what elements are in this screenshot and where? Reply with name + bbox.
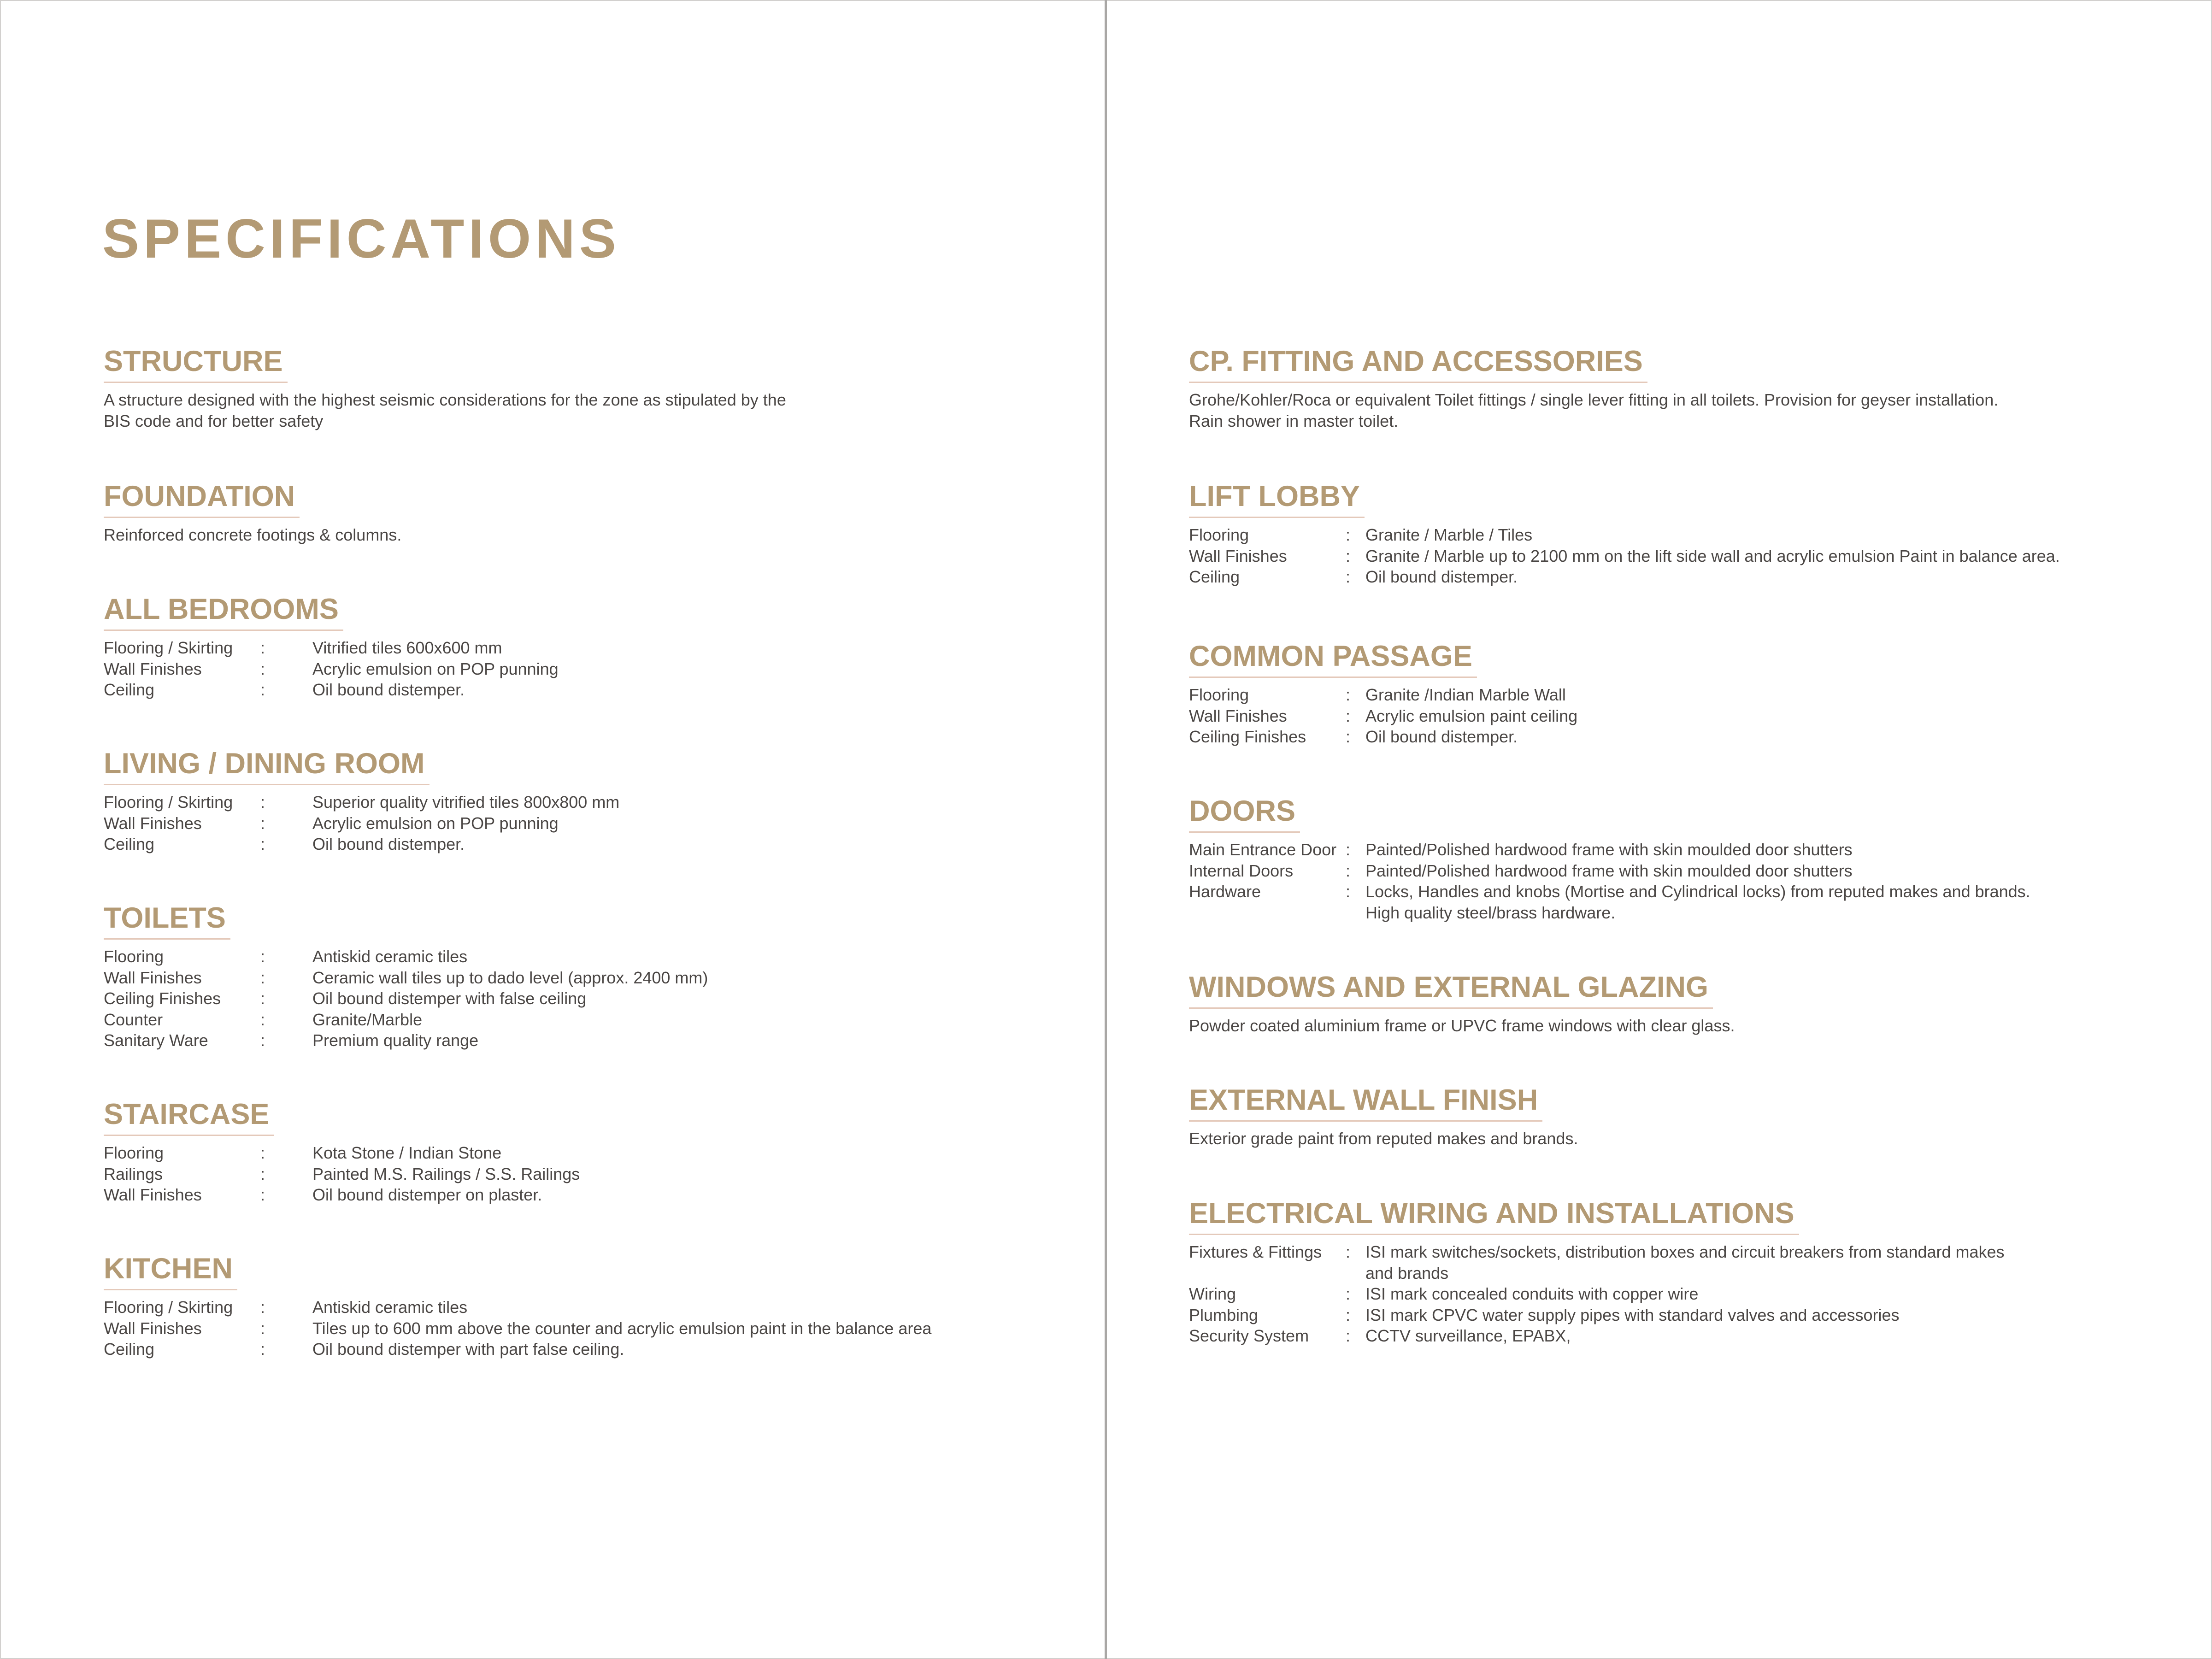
spec-value: Premium quality range [312,1031,479,1050]
spec-colon: : [260,1298,265,1317]
spec-row [104,946,708,967]
spec-list [1189,524,2060,588]
spec-label: Internal Doors [1189,861,1294,880]
section-heading: STRUCTURE [104,341,288,383]
spec-value: Granite/Marble [312,1010,423,1029]
spec-value: Superior quality vitrified tiles 800x800 mm [312,793,620,812]
spec-value: Oil bound distemper with part false ceiling. [312,1340,624,1359]
spec-row [104,1339,931,1360]
spec-colon: : [1346,685,1351,704]
spec-label: Railings [104,1164,163,1183]
spec-colon: : [260,659,265,678]
spec-value: Painted M.S. Railings / S.S. Railings [312,1164,580,1183]
spec-colon: : [260,1010,265,1029]
spec-colon: : [260,1164,265,1183]
spec-label: Wall Finishes [104,1185,202,1204]
spec-label: Wall Finishes [104,813,202,833]
spec-value: Oil bound distemper. [312,680,465,699]
section-electrical [1189,1193,2005,1347]
spec-colon: : [260,968,265,987]
spec-value: Kota Stone / Indian Stone [312,1143,502,1162]
section-heading: LIVING / DINING ROOM [104,743,429,785]
spec-colon: : [1346,546,1351,565]
spec-row [1189,566,2060,588]
spec-list [104,1297,931,1360]
spec-row [104,659,559,680]
spec-colon: : [260,680,265,699]
spec-label: Plumbing [1189,1305,1259,1324]
spec-label: Flooring [1189,525,1249,544]
spec-label: Ceiling [1189,567,1240,586]
spec-value: Locks, Handles and knobs (Mortise and Cylindrical locks) from reputed makes and brands. [1365,882,2030,901]
spec-label: Counter [104,1010,163,1029]
section-heading: EXTERNAL WALL FINISH [1189,1080,1542,1122]
spec-colon: : [1346,1305,1351,1324]
section-foundation [104,476,401,546]
spec-label: Main Entrance Door [1189,840,1337,859]
section-heading: KITCHEN [104,1248,237,1290]
section-heading: TOILETS [104,898,230,940]
spec-label: Sanitary Ware [104,1031,208,1050]
spec-row [104,1164,580,1185]
section-toilets [104,898,708,1051]
spec-row [104,792,619,813]
spec-row [104,967,708,988]
section-common-passage [1189,636,1577,747]
spec-row [104,1318,931,1339]
section-living-dining-room [104,743,619,855]
spec-row [1189,1241,2005,1263]
section-windows [1189,967,1735,1036]
spec-row [104,1030,708,1051]
spec-label: Wiring [1189,1284,1236,1303]
spec-value: Painted/Polished hardwood frame with skin moulded door shutters [1365,861,1853,880]
spec-row [104,637,559,659]
spec-row [1189,1283,2005,1305]
spec-row [104,1184,580,1206]
spec-label: Wall Finishes [104,659,202,678]
section-heading: LIFT LOBBY [1189,476,1365,518]
spec-label: Wall Finishes [104,968,202,987]
spec-list [104,1142,580,1206]
spec-value: Antiskid ceramic tiles [312,1298,468,1317]
page-title: SPECIFICATIONS [102,208,620,270]
spec-colon: : [260,835,265,853]
spec-label: Ceiling Finishes [104,989,221,1008]
spec-list [1189,1241,2005,1347]
spec-value: ISI mark CPVC water supply pipes with standard valves and accessories [1365,1305,1900,1324]
spec-colon: : [260,947,265,966]
text-line: Exterior grade paint from reputed makes and brands. [1189,1129,1578,1148]
spec-label: Flooring / Skirting [104,1298,233,1317]
spec-label: Flooring / Skirting [104,793,233,812]
spec-colon: : [1346,882,1351,901]
spec-colon: : [1346,1284,1351,1303]
section-heading: WINDOWS AND EXTERNAL GLAZING [1189,967,1713,1009]
spec-label: Ceiling [104,835,155,853]
spec-value: Acrylic emulsion on POP punning [312,813,559,833]
text-line: Powder coated aluminium frame or UPVC frame windows with clear glass. [1189,1016,1735,1035]
spec-row [1189,546,2060,567]
spec-list [104,946,708,1051]
spec-colon: : [1346,861,1351,880]
section-staircase [104,1094,580,1206]
spec-colon [1346,1263,1365,1284]
text-line: A structure designed with the highest seismic considerations for the zone as stipulated by the [104,390,786,409]
spec-value: ISI mark concealed conduits with copper wire [1365,1284,1699,1303]
spec-value: ISI mark switches/sockets, distribution boxes and circuit breakers from standard makes [1365,1242,2005,1261]
page-divider [1105,0,1107,1659]
spec-label: Wall Finishes [104,1318,202,1338]
spec-label [1189,902,1346,924]
spec-value: High quality steel/brass hardware. [1365,903,1616,922]
spec-row [1189,1263,2005,1284]
spec-value: Oil bound distemper with false ceiling [312,989,587,1008]
section-structure [104,341,786,432]
spec-row [104,1142,580,1164]
spec-label: Flooring [104,1143,164,1162]
spec-row [1189,860,2030,882]
spec-label: Fixtures & Fittings [1189,1242,1322,1261]
spec-colon: : [1346,567,1351,586]
spec-colon: : [1346,727,1351,746]
section-heading: DOORS [1189,791,1300,833]
spec-value: Acrylic emulsion paint ceiling [1365,706,1578,725]
spec-colon: : [260,1031,265,1050]
spec-value: Granite / Marble up to 2100 mm on the lift side wall and acrylic emulsion Paint in balance area. [1365,546,2060,565]
spec-row [104,988,708,1009]
spec-label: Ceiling [104,1340,155,1359]
spec-colon: : [1346,706,1351,725]
spec-value: Acrylic emulsion on POP punning [312,659,559,678]
spec-colon: : [260,1143,265,1162]
text-line: Reinforced concrete footings & columns. [104,525,402,544]
section-text [1189,389,1998,432]
spec-colon: : [260,793,265,812]
spec-colon: : [260,1185,265,1204]
section-kitchen [104,1248,931,1360]
section-text [1189,1128,1578,1149]
text-line: Grohe/Kohler/Roca or equivalent Toilet fittings / single lever fitting in all toilets. Provision for geyser installation. [1189,390,1999,409]
spec-colon: : [260,638,265,657]
spec-row [104,834,619,855]
spec-colon: : [260,989,265,1008]
spec-label: Wall Finishes [1189,546,1287,565]
spec-list [1189,839,2030,923]
spec-value: Oil bound distemper. [1365,727,1518,746]
text-line: BIS code and for better safety [104,412,324,430]
spec-row [1189,1325,2005,1347]
spec-value: Oil bound distemper on plaster. [312,1185,542,1204]
spec-row [1189,1305,2005,1326]
section-text [1189,1015,1735,1036]
spec-colon: : [1346,1326,1351,1345]
section-heading: STAIRCASE [104,1094,274,1136]
section-heading: FOUNDATION [104,476,300,518]
section-external-wall-finish [1189,1080,1578,1149]
spec-label: Ceiling Finishes [1189,727,1306,746]
spec-list [1189,684,1577,747]
spec-row [104,1297,931,1318]
spec-row [104,679,559,700]
spec-label: Flooring [104,947,164,966]
section-text [104,524,401,546]
spec-value: Ceramic wall tiles up to dado level (approx. 2400 mm) [312,968,708,987]
spec-label: Security System [1189,1326,1309,1345]
spec-value: CCTV surveillance, EPABX, [1365,1326,1571,1345]
spec-row [1189,524,2060,546]
spec-colon: : [1346,525,1351,544]
spec-row [104,1009,708,1030]
spec-label: Hardware [1189,882,1261,901]
spec-list [104,792,619,855]
spec-value: and brands [1365,1263,1449,1282]
section-doors [1189,791,2030,923]
spec-row [1189,839,2030,860]
spec-label: Flooring / Skirting [104,638,233,657]
spec-value: Oil bound distemper. [1365,567,1518,586]
spec-colon: : [260,1340,265,1359]
spec-colon: : [1346,840,1351,859]
spec-label: Ceiling [104,680,155,699]
section-all-bedrooms [104,589,559,700]
section-lift-lobby [1189,476,2060,588]
spec-row [1189,726,1577,747]
spec-value: Oil bound distemper. [312,835,465,853]
spec-row [1189,902,2030,924]
spec-colon: : [260,813,265,833]
spec-value: Antiskid ceramic tiles [312,947,468,966]
spec-label: Wall Finishes [1189,706,1287,725]
spec-colon [1346,902,1365,924]
section-heading: CP. FITTING AND ACCESSORIES [1189,341,1647,383]
spec-value: Vitrified tiles 600x600 mm [312,638,502,657]
section-heading: ELECTRICAL WIRING AND INSTALLATIONS [1189,1193,1799,1235]
section-text [104,389,786,432]
spec-colon: : [1346,1242,1351,1261]
spec-row [1189,881,2030,902]
spec-value: Granite /Indian Marble Wall [1365,685,1566,704]
spec-label: Flooring [1189,685,1249,704]
spec-list [104,637,559,700]
spec-row [1189,706,1577,727]
spec-value: Granite / Marble / Tiles [1365,525,1533,544]
section-heading: ALL BEDROOMS [104,589,343,631]
section-heading: COMMON PASSAGE [1189,636,1477,678]
section-cp-fitting [1189,341,1998,432]
spec-row [104,813,619,834]
spec-colon: : [260,1318,265,1338]
spec-label [1189,1263,1346,1284]
spec-value: Painted/Polished hardwood frame with skin moulded door shutters [1365,840,1853,859]
text-line: Rain shower in master toilet. [1189,412,1399,430]
spec-value: Tiles up to 600 mm above the counter and acrylic emulsion paint in the balance area [312,1318,932,1338]
spec-row [1189,684,1577,706]
